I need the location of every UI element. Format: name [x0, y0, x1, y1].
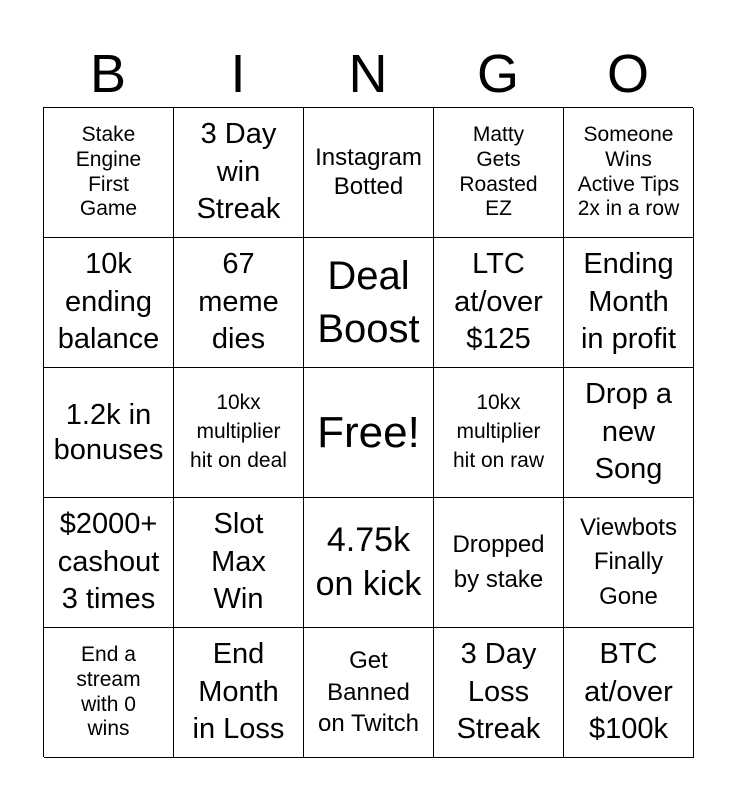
bingo-cell[interactable] — [564, 628, 694, 758]
cell-text: Ending Month in profit — [580, 247, 677, 356]
free-space: Free! — [317, 407, 420, 457]
cell-text: Someone Wins Active Tips 2x in a row — [577, 122, 680, 221]
cell-text: Stake Engine First Game — [75, 122, 142, 221]
cell-text: Dropped by stake — [452, 531, 545, 593]
bingo-cell[interactable] — [304, 498, 434, 628]
bingo-cell[interactable] — [564, 238, 694, 368]
bingo-cell[interactable] — [174, 108, 304, 238]
bingo-cell[interactable] — [304, 368, 434, 498]
bingo-cell[interactable] — [174, 628, 304, 758]
bingo-cell[interactable] — [44, 368, 174, 498]
cell-text: Deal Boost — [317, 253, 420, 351]
bingo-cell[interactable] — [304, 108, 434, 238]
bingo-cell[interactable] — [434, 108, 564, 238]
cell-text: Slot Max Win — [211, 507, 266, 616]
bingo-cell[interactable] — [434, 238, 564, 368]
cell-text: 3 Day Loss Streak — [456, 637, 541, 746]
cell-text: 3 Day win Streak — [196, 117, 281, 226]
bingo-cell[interactable] — [174, 238, 304, 368]
cell-text: 1.2k in bonuses — [53, 398, 164, 466]
header-letter-o: O — [606, 44, 649, 104]
bingo-cell[interactable] — [434, 498, 564, 628]
bingo-cell[interactable] — [44, 628, 174, 758]
cell-text: BTC at/over $100k — [584, 637, 673, 746]
header-letter-b: B — [89, 44, 127, 104]
cell-text: Drop a new Song — [584, 377, 673, 486]
bingo-cell[interactable] — [44, 238, 174, 368]
cell-text: 10k ending balance — [57, 247, 160, 356]
cell-text: Matty Gets Roasted EZ — [459, 122, 538, 221]
cell-text: Viewbots Finally Gone — [580, 514, 677, 610]
cell-text: 67 meme dies — [198, 247, 279, 356]
bingo-cell[interactable] — [564, 368, 694, 498]
bingo-cell[interactable] — [44, 498, 174, 628]
bingo-cell[interactable] — [304, 628, 434, 758]
bingo-cell[interactable] — [564, 108, 694, 238]
cell-text: End Month in Loss — [192, 637, 285, 746]
cell-text: 10kx multiplier hit on raw — [452, 391, 545, 472]
header-letter-n: N — [348, 44, 388, 104]
cell-text: $2000+ cashout 3 times — [57, 507, 160, 616]
cell-text: Get Banned on Twitch — [318, 646, 419, 738]
cell-text: 4.75k on kick — [315, 520, 422, 603]
header-letter-i: I — [230, 44, 246, 104]
bingo-cell[interactable] — [44, 108, 174, 238]
bingo-header — [43, 40, 693, 108]
cell-text: Instagram Botted — [315, 144, 422, 200]
bingo-cell[interactable] — [174, 498, 304, 628]
bingo-cell[interactable] — [174, 368, 304, 498]
cell-text: 10kx multiplier hit on deal — [190, 391, 287, 472]
cell-text: LTC at/over $125 — [454, 247, 543, 356]
bingo-cell[interactable] — [434, 628, 564, 758]
bingo-cell[interactable] — [434, 368, 564, 498]
bingo-cell[interactable] — [564, 498, 694, 628]
bingo-board — [43, 107, 693, 757]
cell-text: End a stream with 0 wins — [76, 642, 141, 741]
bingo-cell[interactable] — [304, 238, 434, 368]
header-letter-g: G — [476, 44, 519, 104]
